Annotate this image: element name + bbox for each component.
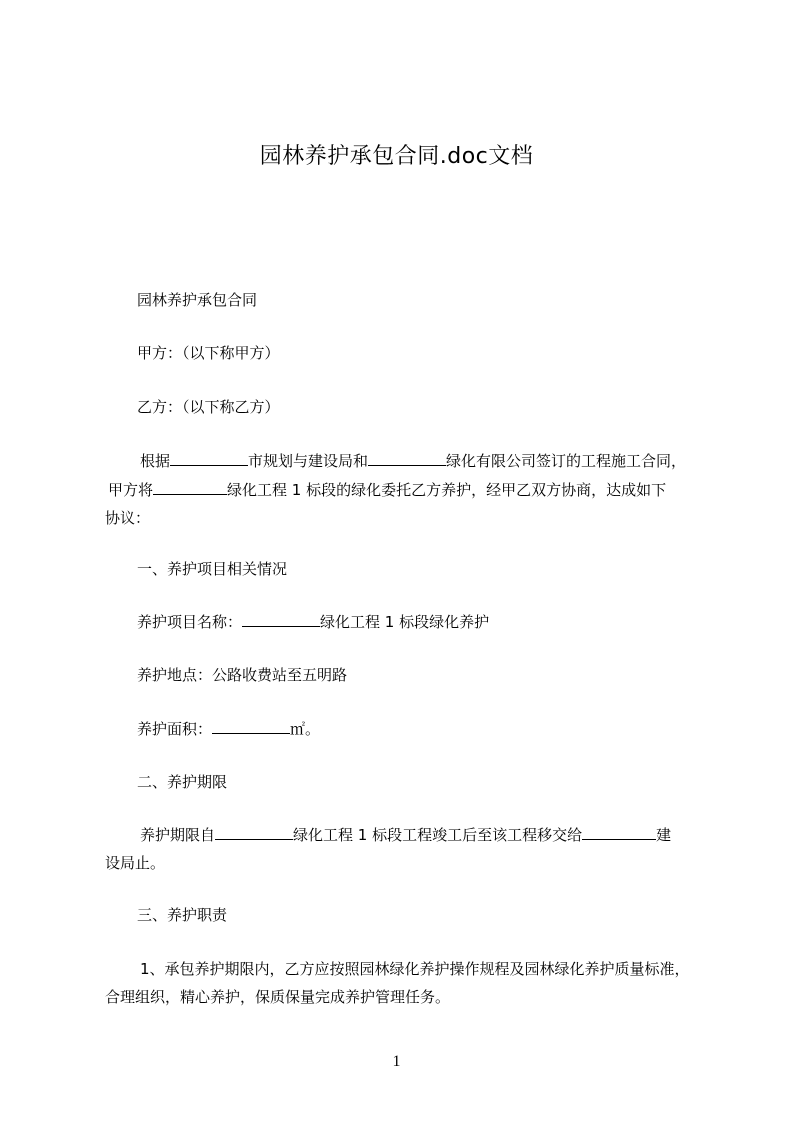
contract-heading: 园林养护承包合同 xyxy=(137,291,258,309)
intro-text: 市规划与建设局和 xyxy=(248,452,369,470)
page-number: 1 xyxy=(392,1053,401,1070)
project-name-suffix: 绿化工程 1 标段绿化养护 xyxy=(320,613,490,631)
intro-line-3: 协议： xyxy=(105,509,151,527)
section-2-heading: 二、养护期限 xyxy=(137,773,228,791)
blank-field xyxy=(582,824,656,840)
intro-text: 甲方将 xyxy=(108,481,154,499)
term-text: 绿化工程 1 标段工程竣工后至该工程移交给 xyxy=(293,826,583,844)
party-a-line: 甲方：（以下称甲方） xyxy=(137,344,280,362)
term-text: 建 xyxy=(656,826,672,844)
blank-field xyxy=(215,824,293,840)
blank-field xyxy=(242,611,320,627)
duty-item-1-line-2: 合理组织，精心养护，保质保量完成养护管理任务。 xyxy=(105,988,451,1006)
intro-line-2 xyxy=(108,477,666,503)
blank-field xyxy=(170,450,248,466)
project-name-line xyxy=(137,609,489,635)
blank-field xyxy=(368,450,446,466)
intro-text: 根据 xyxy=(140,452,171,470)
intro-line-1 xyxy=(140,448,686,474)
term-text: 养护期限自 xyxy=(140,826,216,844)
term-line-2: 设局止。 xyxy=(105,854,166,872)
intro-text: 绿化有限公司签订的工程施工合同， xyxy=(446,452,687,470)
intro-text: 绿化工程 1 标段的绿化委托乙方养护，经甲乙双方协商，达成如下 xyxy=(227,481,667,499)
area-unit: ㎡。 xyxy=(290,720,321,738)
blank-field xyxy=(153,479,227,495)
area-line xyxy=(137,716,320,742)
location-line: 养护地点：公路收费站至五明路 xyxy=(137,666,348,684)
section-1-heading: 一、养护项目相关情况 xyxy=(137,560,288,578)
document-title: 园林养护承包合同.doc文档 xyxy=(259,144,534,169)
area-label: 养护面积： xyxy=(137,720,213,738)
duty-item-1-line-1: 1、承包养护期限内，乙方应按照园林绿化养护操作规程及园林绿化养护质量标准， xyxy=(140,960,690,978)
term-line-1 xyxy=(140,822,671,848)
party-b-line: 乙方：（以下称乙方） xyxy=(137,398,280,416)
section-3-heading: 三、养护职责 xyxy=(137,906,228,924)
project-name-label: 养护项目名称： xyxy=(137,613,243,631)
blank-field xyxy=(212,718,290,734)
